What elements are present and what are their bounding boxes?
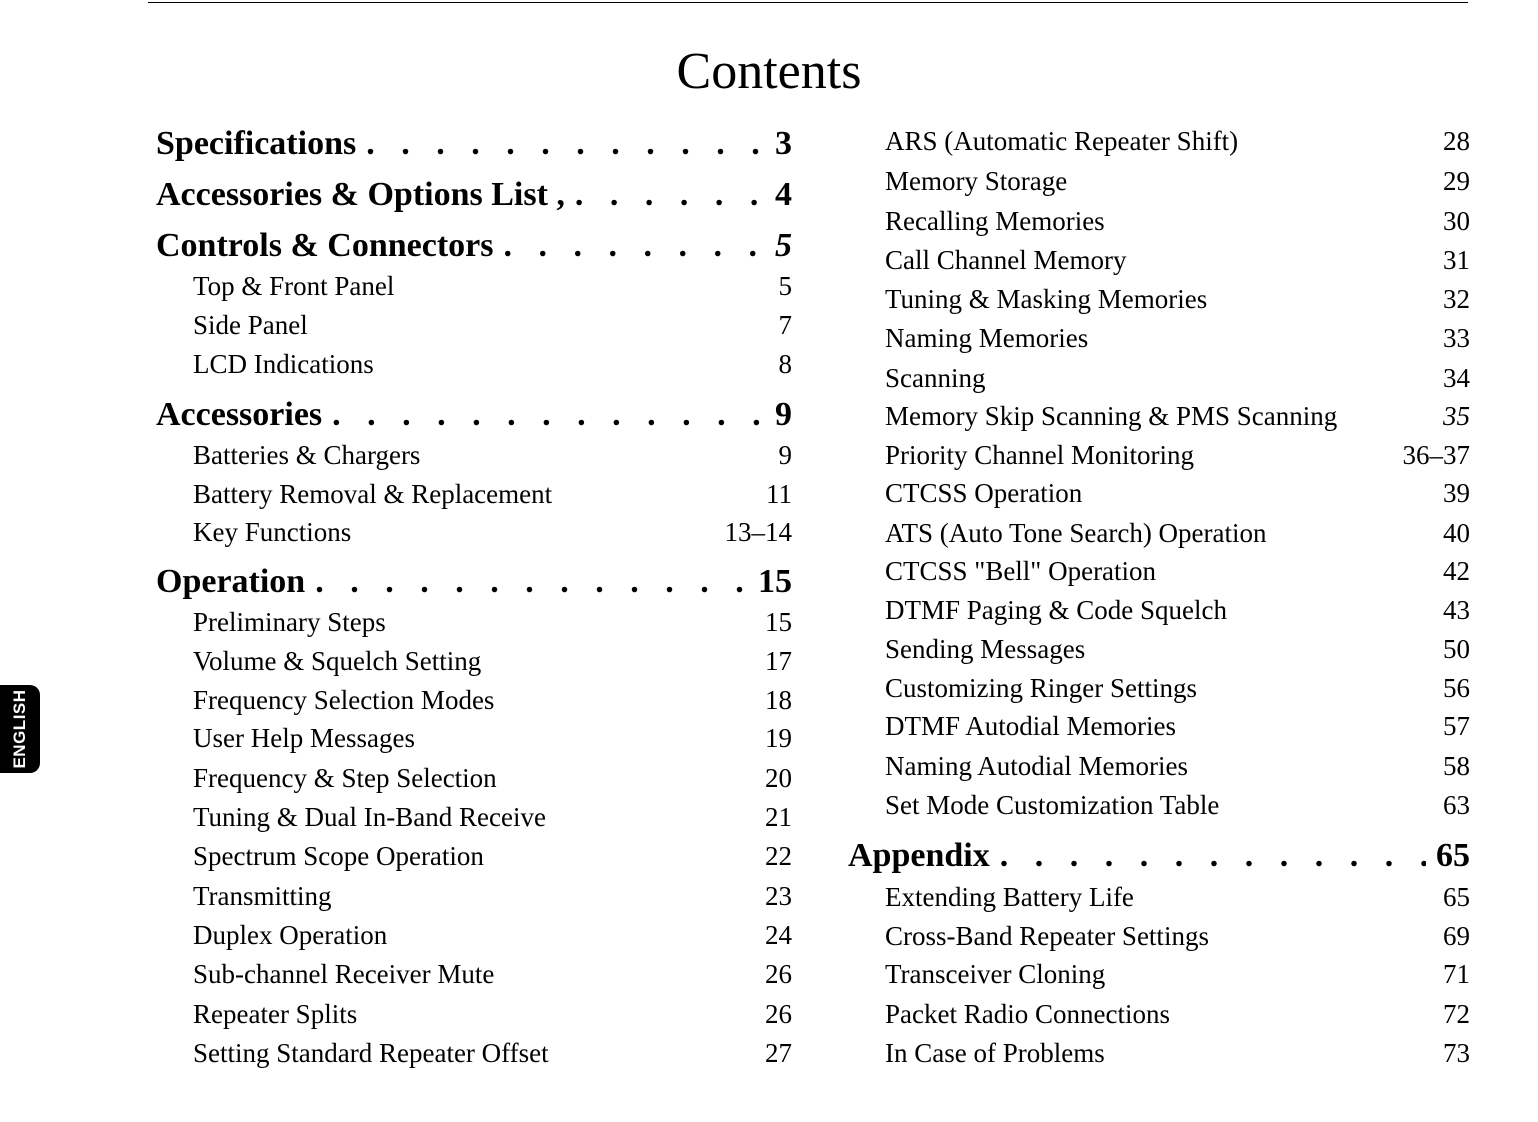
toc-entry-label: In Case of Problems — [885, 1038, 1105, 1068]
toc-entry-label: DTMF Paging & Code Squelch — [885, 595, 1227, 625]
toc-section-entry — [156, 175, 792, 215]
toc-subsection-entry — [193, 437, 792, 477]
toc-section-entry — [156, 562, 792, 602]
toc-subsection-entry — [885, 123, 1470, 163]
toc-page-number: 3 — [775, 125, 792, 162]
toc-subsection-entry — [193, 720, 792, 760]
toc-entry-label: Accessories — [156, 396, 323, 433]
toc-subsection-entry — [885, 242, 1470, 282]
toc-entry-label: Spectrum Scope Operation — [193, 841, 484, 871]
language-tab-label: ENGLISH — [10, 689, 29, 769]
toc-page-number: 50 — [1443, 634, 1470, 664]
toc-page-number: 7 — [778, 310, 792, 340]
toc-section-entry — [156, 124, 792, 164]
dot-leader — [1000, 836, 1426, 876]
toc-subsection-entry — [193, 604, 792, 644]
toc-entry-label: Naming Memories — [885, 323, 1089, 353]
toc-entry-label: ATS (Auto Tone Search) Operation — [885, 518, 1267, 548]
toc-subsection-entry — [193, 268, 792, 308]
toc-subsection-entry — [885, 592, 1470, 632]
toc-page-number: 27 — [765, 1038, 792, 1068]
toc-page-number: 72 — [1443, 999, 1470, 1029]
toc-page-number: 34 — [1443, 363, 1470, 393]
toc-page-number: 65 — [1436, 837, 1470, 874]
toc-subsection-entry — [193, 799, 792, 839]
dot-leader — [575, 175, 765, 215]
page-title: Contents — [676, 43, 862, 100]
toc-entry-label: User Help Messages — [193, 723, 415, 753]
toc-subsection-entry — [885, 437, 1470, 477]
toc-entry-label: Top & Front Panel — [193, 271, 395, 301]
toc-subsection-entry — [885, 163, 1470, 203]
toc-subsection-entry — [193, 996, 792, 1036]
toc-page-number: 11 — [766, 479, 792, 509]
toc-entry-label: Customizing Ringer Settings — [885, 673, 1198, 703]
toc-entry-label: Batteries & Chargers — [193, 440, 421, 470]
toc-page-number: 26 — [765, 999, 792, 1029]
toc-subsection-entry — [193, 514, 792, 554]
toc-entry-label: Scanning — [885, 363, 986, 393]
toc-entry-label: Memory Storage — [885, 166, 1068, 196]
toc-entry-label: Tuning & Dual In-Band Receive — [193, 802, 546, 832]
toc-subsection-entry — [885, 320, 1470, 360]
toc-entry-label: Frequency & Step Selection — [193, 763, 497, 793]
toc-entry-label: Call Channel Memory — [885, 245, 1127, 275]
toc-subsection-entry — [885, 879, 1470, 919]
toc-page-number: 57 — [1443, 711, 1470, 741]
toc-page-number: 39 — [1443, 478, 1470, 508]
toc-entry-label: Recalling Memories — [885, 206, 1105, 236]
toc-entry-label: Setting Standard Repeater Offset — [193, 1038, 549, 1068]
toc-page-number: 23 — [765, 881, 792, 911]
toc-page-number: 8 — [778, 349, 792, 379]
toc-page-number: 5 — [775, 227, 792, 264]
toc-page-number: 15 — [765, 607, 792, 637]
toc-entry-label: CTCSS "Bell" Operation — [885, 556, 1157, 586]
toc-entry-label: CTCSS Operation — [885, 478, 1083, 508]
toc-entry-label: Operation — [156, 563, 306, 600]
toc-subsection-entry — [193, 1035, 792, 1075]
toc-page-number: 36–37 — [1402, 440, 1470, 470]
toc-subsection-entry — [885, 956, 1470, 996]
toc-subsection-entry — [885, 748, 1470, 788]
toc-subsection-entry — [885, 515, 1470, 555]
toc-page-number: 26 — [765, 959, 792, 989]
toc-subsection-entry — [193, 476, 792, 516]
toc-entry-label: Packet Radio Connections — [885, 999, 1170, 1029]
toc-entry-label: Duplex Operation — [193, 920, 388, 950]
toc-entry-label: Battery Removal & Replacement — [193, 479, 553, 509]
dot-leader — [315, 562, 748, 602]
toc-page-number: 13–14 — [724, 517, 792, 547]
toc-page-number: 4 — [775, 176, 792, 213]
toc-page-number: 31 — [1443, 245, 1470, 275]
toc-subsection-entry — [885, 360, 1470, 400]
dot-leader — [332, 395, 765, 435]
toc-subsection-entry — [193, 878, 792, 918]
toc-entry-label: Sub-channel Receiver Mute — [193, 959, 495, 989]
toc-page-number: 19 — [765, 723, 792, 753]
toc-section-entry — [156, 395, 792, 435]
toc-page-number: 17 — [765, 646, 792, 676]
toc-entry-label: Frequency Selection Modes — [193, 685, 495, 715]
toc-page-number: 35 — [1443, 401, 1470, 431]
toc-page-number: 21 — [765, 802, 792, 832]
toc-entry-label: Set Mode Customization Table — [885, 790, 1220, 820]
toc-entry-label: Side Panel — [193, 310, 308, 340]
toc-subsection-entry — [193, 838, 792, 878]
toc-entry-label: ARS (Automatic Repeater Shift) — [885, 126, 1239, 156]
toc-subsection-entry — [885, 398, 1470, 438]
dot-leader — [366, 124, 765, 164]
toc-subsection-entry — [885, 708, 1470, 748]
toc-entry-label: Repeater Splits — [193, 999, 358, 1029]
toc-subsection-entry — [885, 203, 1470, 243]
toc-page-number: 58 — [1443, 751, 1470, 781]
toc-page-number: 71 — [1443, 959, 1470, 989]
toc-entry-label: DTMF Autodial Memories — [885, 711, 1176, 741]
toc-subsection-entry — [885, 918, 1470, 958]
toc-subsection-entry — [885, 1035, 1470, 1075]
toc-page-number: 30 — [1443, 206, 1470, 236]
toc-page-number: 56 — [1443, 673, 1470, 703]
toc-subsection-entry — [885, 553, 1470, 593]
toc-subsection-entry — [193, 956, 792, 996]
toc-section-entry — [156, 226, 792, 266]
toc-subsection-entry — [885, 281, 1470, 321]
toc-subsection-entry — [193, 346, 792, 386]
toc-subsection-entry — [193, 917, 792, 957]
toc-page-number: 32 — [1443, 284, 1470, 314]
toc-entry-label: Appendix — [848, 837, 990, 874]
toc-entry-label: Specifications — [156, 125, 357, 162]
toc-subsection-entry — [885, 631, 1470, 671]
toc-page-number: 9 — [778, 440, 792, 470]
toc-page-number: 5 — [778, 271, 792, 301]
toc-subsection-entry — [885, 475, 1470, 515]
toc-subsection-entry — [193, 760, 792, 800]
toc-entry-label: Transceiver Cloning — [885, 959, 1106, 989]
toc-page-number: 22 — [765, 841, 792, 871]
toc-page-number: 40 — [1443, 518, 1470, 548]
dot-leader — [503, 226, 765, 266]
toc-entry-label: Naming Autodial Memories — [885, 751, 1188, 781]
toc-page-number: 29 — [1443, 166, 1470, 196]
toc-page-number: 18 — [765, 685, 792, 715]
toc-page-number: 24 — [765, 920, 792, 950]
toc-entry-label: Tuning & Masking Memories — [885, 284, 1208, 314]
toc-entry-label: Transmitting — [193, 881, 332, 911]
toc-entry-label: Cross-Band Repeater Settings — [885, 921, 1209, 951]
toc-subsection-entry — [193, 307, 792, 347]
toc-page-number: 20 — [765, 763, 792, 793]
toc-entry-label: Accessories & Options List , — [156, 176, 565, 213]
toc-entry-label: Priority Channel Monitoring — [885, 440, 1194, 470]
toc-page-number: 33 — [1443, 323, 1470, 353]
toc-subsection-entry — [885, 996, 1470, 1036]
toc-page-number: 9 — [775, 396, 792, 433]
toc-entry-label: Memory Skip Scanning & PMS Scanning — [885, 401, 1338, 431]
toc-entry-label: Sending Messages — [885, 634, 1086, 664]
toc-page-number: 43 — [1443, 595, 1470, 625]
toc-page-number: 42 — [1443, 556, 1470, 586]
toc-entry-label: LCD Indications — [193, 349, 374, 379]
toc-subsection-entry — [193, 643, 792, 683]
toc-page-number: 73 — [1443, 1038, 1470, 1068]
toc-subsection-entry — [193, 682, 792, 722]
toc-entry-label: Key Functions — [193, 517, 352, 547]
toc-page-number: 28 — [1443, 126, 1470, 156]
toc-entry-label: Volume & Squelch Setting — [193, 646, 482, 676]
toc-page-number: 15 — [758, 563, 792, 600]
toc-entry-label: Preliminary Steps — [193, 607, 386, 637]
toc-subsection-entry — [885, 787, 1470, 827]
toc-subsection-entry — [885, 670, 1470, 710]
toc-page-number: 63 — [1443, 790, 1470, 820]
toc-page-number: 65 — [1443, 882, 1470, 912]
toc-page-number: 69 — [1443, 921, 1470, 951]
toc-entry-label: Extending Battery Life — [885, 882, 1134, 912]
toc-section-entry — [848, 836, 1470, 876]
toc-entry-label: Controls & Connectors — [156, 227, 494, 264]
